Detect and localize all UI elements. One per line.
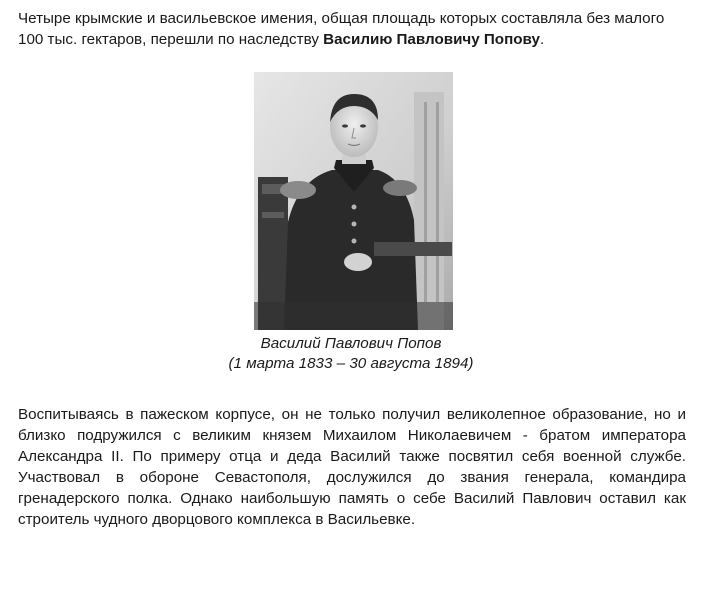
intro-text: Четыре крымские и васильевское имения, общая площадь которых составляла без малого 100 тыс. гектаров, перешли по наследству	[18, 10, 665, 48]
portrait-caption	[180, 334, 522, 374]
portrait-image	[254, 72, 453, 330]
caption-dates: (1 марта 1833 – 30 августа 1894)	[228, 355, 474, 372]
biography-paragraph: Воспитываясь в пажеском корпусе, он не только получил великолепное образование, но и близко подружился с великим князем Михаилом Николаевичем - братом императора Александра II. По примеру отца и деда Василий также посвятил себя военной службе. Участвовал в обороне Севастополя, дослужился до звания генерала, командира гренадерского полка. Однако наибольшую память о себе Василий Павлович оставил как строитель чудного дворцового комплекса в Васильевке.	[18, 406, 686, 528]
intro-paragraph	[18, 8, 686, 50]
caption-name: Василий Павлович Попов	[260, 335, 442, 352]
intro-bold-name: Василию Павловичу Попову	[323, 31, 540, 48]
intro-end: .	[539, 31, 545, 48]
portrait-illustration	[254, 72, 453, 330]
